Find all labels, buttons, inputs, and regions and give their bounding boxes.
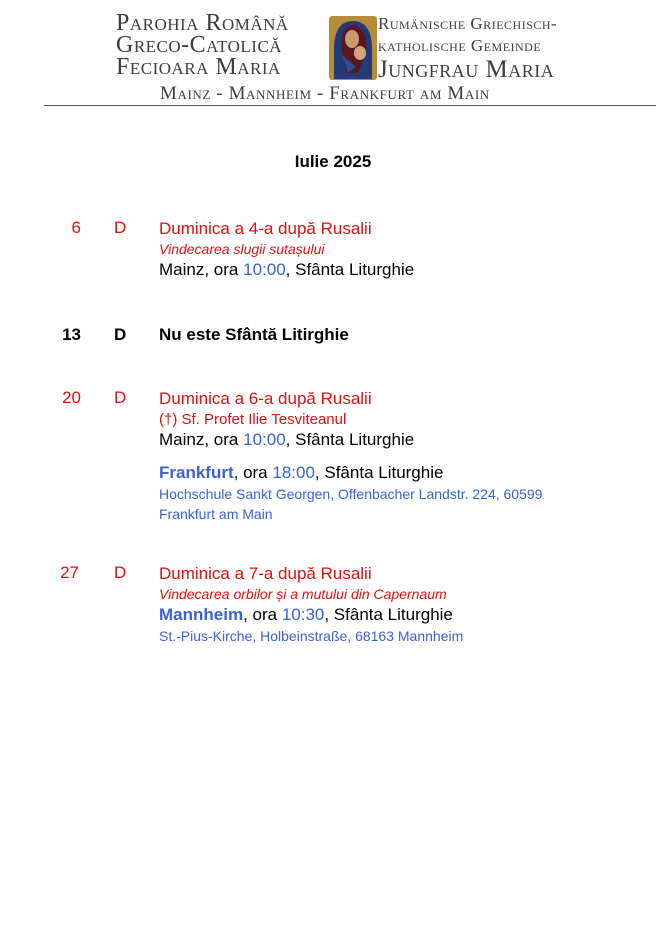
day-number: 20 [62,388,81,407]
service-time: 10:00 [243,260,286,279]
header-ro-line-2: Greco-Catolică [116,32,283,58]
feast-title: Duminica a 7-a după Rusalii [159,564,372,583]
service-type: , Sfânta Liturghie [285,430,415,449]
weekday: D [114,388,127,407]
service-city: Mainz [159,430,205,449]
header-title-de [378,13,557,83]
header-divider [44,105,656,106]
day-number: 27 [60,563,79,582]
weekday: D [114,218,127,237]
service-ora: , ora [243,605,282,624]
service-line [159,462,639,484]
service-line [159,429,639,451]
madonna-icon [328,15,378,81]
feast-title: Duminica a 4-a după Rusalii [159,219,372,238]
service-address-line: Frankfurt am Main [159,506,273,522]
service-line [159,604,639,626]
service-city: Mannheim [159,605,244,624]
service-line [159,259,639,281]
feast-subtitle: (†) Sf. Profet Ilie Tesviteanul [159,411,347,428]
service-address-line: Hochschule Sankt Georgen, Offenbacher Landstr. 224, 60599 [159,486,543,502]
service-city: Frankfurt [159,463,234,482]
header-title-ro [116,12,332,78]
entry-body [159,325,639,345]
header-cities: Mainz - Mannheim - Frankfurt am Main [160,83,490,104]
month-title: Iulie 2025 [294,152,372,171]
service-city: Mainz [159,260,205,279]
entry-body [159,218,639,281]
service-type: , Sfânta Liturghie [314,463,444,482]
weekday: D [114,563,127,582]
service-address-line: St.-Pius-Kirche, Holbeinstraße, 68163 Mannheim [159,628,464,644]
parish-header [0,0,666,106]
day-number: 13 [62,325,81,344]
service-type: , Sfânta Liturghie [285,260,415,279]
feast-subtitle: Vindecarea slugii sutașului [159,241,325,257]
service-ora: , ora [204,260,244,279]
service-ora: , ora [233,463,273,482]
feast-title: Nu este Sfântă Litirghie [159,325,349,344]
service-time: 10:30 [281,605,325,624]
service-ora: , ora [204,430,244,449]
service-type: , Sfânta Liturghie [324,605,453,624]
day-number: 6 [71,218,81,237]
service-time: 18:00 [272,463,315,482]
entry-body [159,388,639,524]
feast-subtitle: Vindecarea orbilor și a mutului din Capernaum [159,586,447,602]
weekday: D [114,325,127,344]
service-time: 10:00 [243,430,286,449]
header-de-line-1: Rumänische Griechisch- [378,14,558,33]
entry-body [159,563,639,646]
header-ro-line-3: Fecioara Maria [116,54,281,80]
header-de-line-3: Jungfrau Maria [378,56,555,83]
header-ro-line-1: Parohia Română [116,10,289,36]
header-de-line-2: katholische Gemeinde [378,36,542,55]
feast-title: Duminica a 6-a după Rusalii [159,389,372,408]
